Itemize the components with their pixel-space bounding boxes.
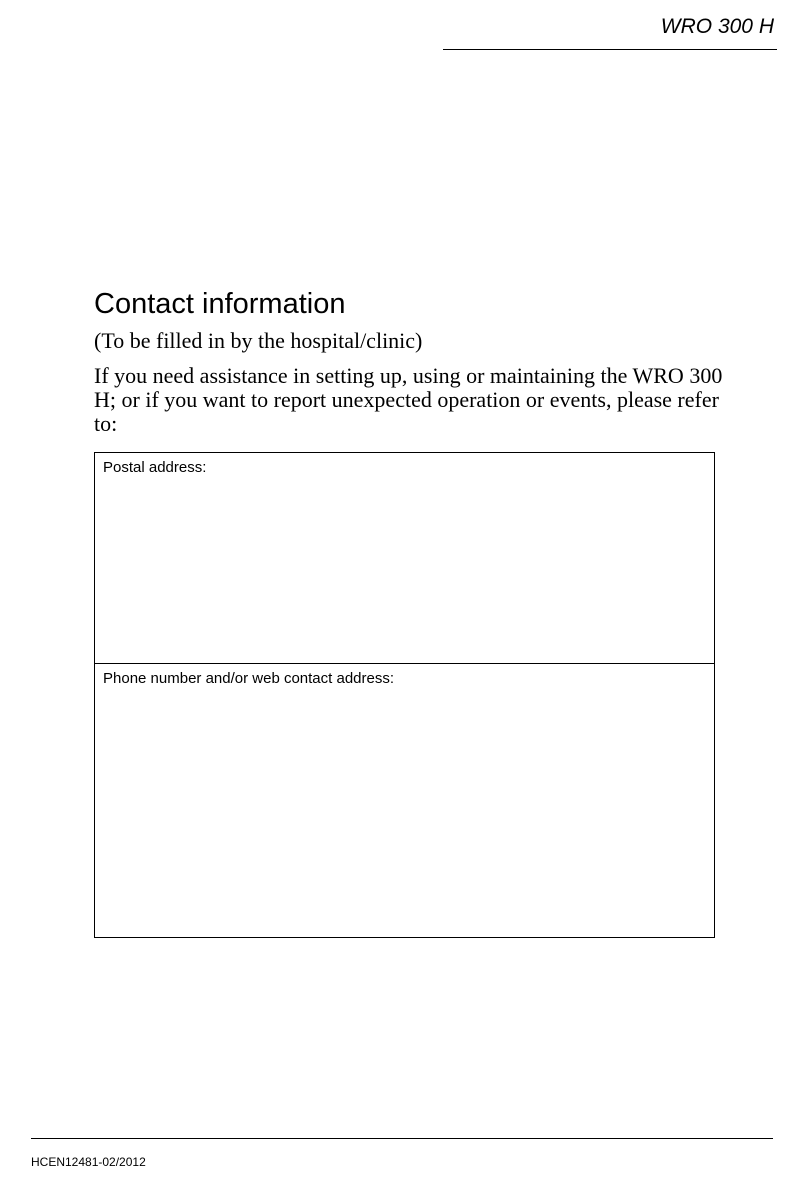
footer-rule <box>31 1138 773 1139</box>
header-rule <box>443 49 777 50</box>
phone-web-contact-field[interactable] <box>95 664 714 937</box>
page-heading: Contact information <box>94 288 346 320</box>
phone-web-contact-label: Phone number and/or web contact address: <box>103 670 395 687</box>
document-code: HCEN12481-02/2012 <box>31 1155 146 1169</box>
intro-paragraph: If you need assistance in setting up, using or maintaining the WRO 300 H; or if you want to report unexpected operation or events, please refer to: <box>94 363 723 436</box>
postal-address-field[interactable] <box>95 453 714 664</box>
header-model-title: WRO 300 H <box>660 15 774 38</box>
fill-in-note: (To be filled in by the hospital/clinic) <box>94 328 423 353</box>
contact-form-box <box>94 452 715 938</box>
postal-address-label: Postal address: <box>103 459 207 476</box>
